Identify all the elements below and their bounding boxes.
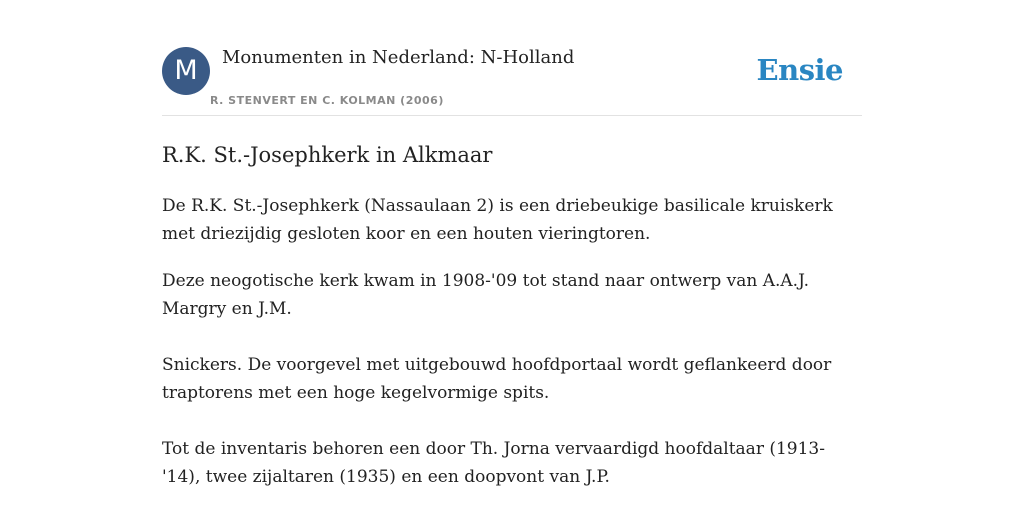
avatar: M: [162, 47, 210, 95]
paragraph: Deze neogotische kerk kwam in 1908-'09 tot stand naar ontwerp van A.A.J. Margry en J.M.: [162, 271, 809, 319]
ensie-logo[interactable]: Ensie: [756, 53, 843, 87]
page-title: R.K. St.-Josephkerk in Alkmaar: [162, 143, 493, 167]
book-title[interactable]: Monumenten in Nederland: N-Holland: [222, 47, 575, 68]
authors-byline: R. STENVERT EN C. KOLMAN (2006): [210, 94, 444, 107]
paragraph: De R.K. St.-Josephkerk (Nassaulaan 2) is een driebeukige basilicale kruiskerk met driezijdig gesloten koor en een houten vieringtoren.: [162, 196, 833, 244]
paragraph: Snickers. De voorgevel met uitgebouwd hoofdportaal wordt geflankeerd door traptorens met een hoge kegelvormige spits.: [162, 355, 832, 403]
page-header: [162, 47, 862, 116]
paragraph: Tot de inventaris behoren een door Th. Jorna vervaardigd hoofdaltaar (1913-'14), twee zijaltaren (1935) en een doopvont van J.P.: [162, 439, 825, 487]
